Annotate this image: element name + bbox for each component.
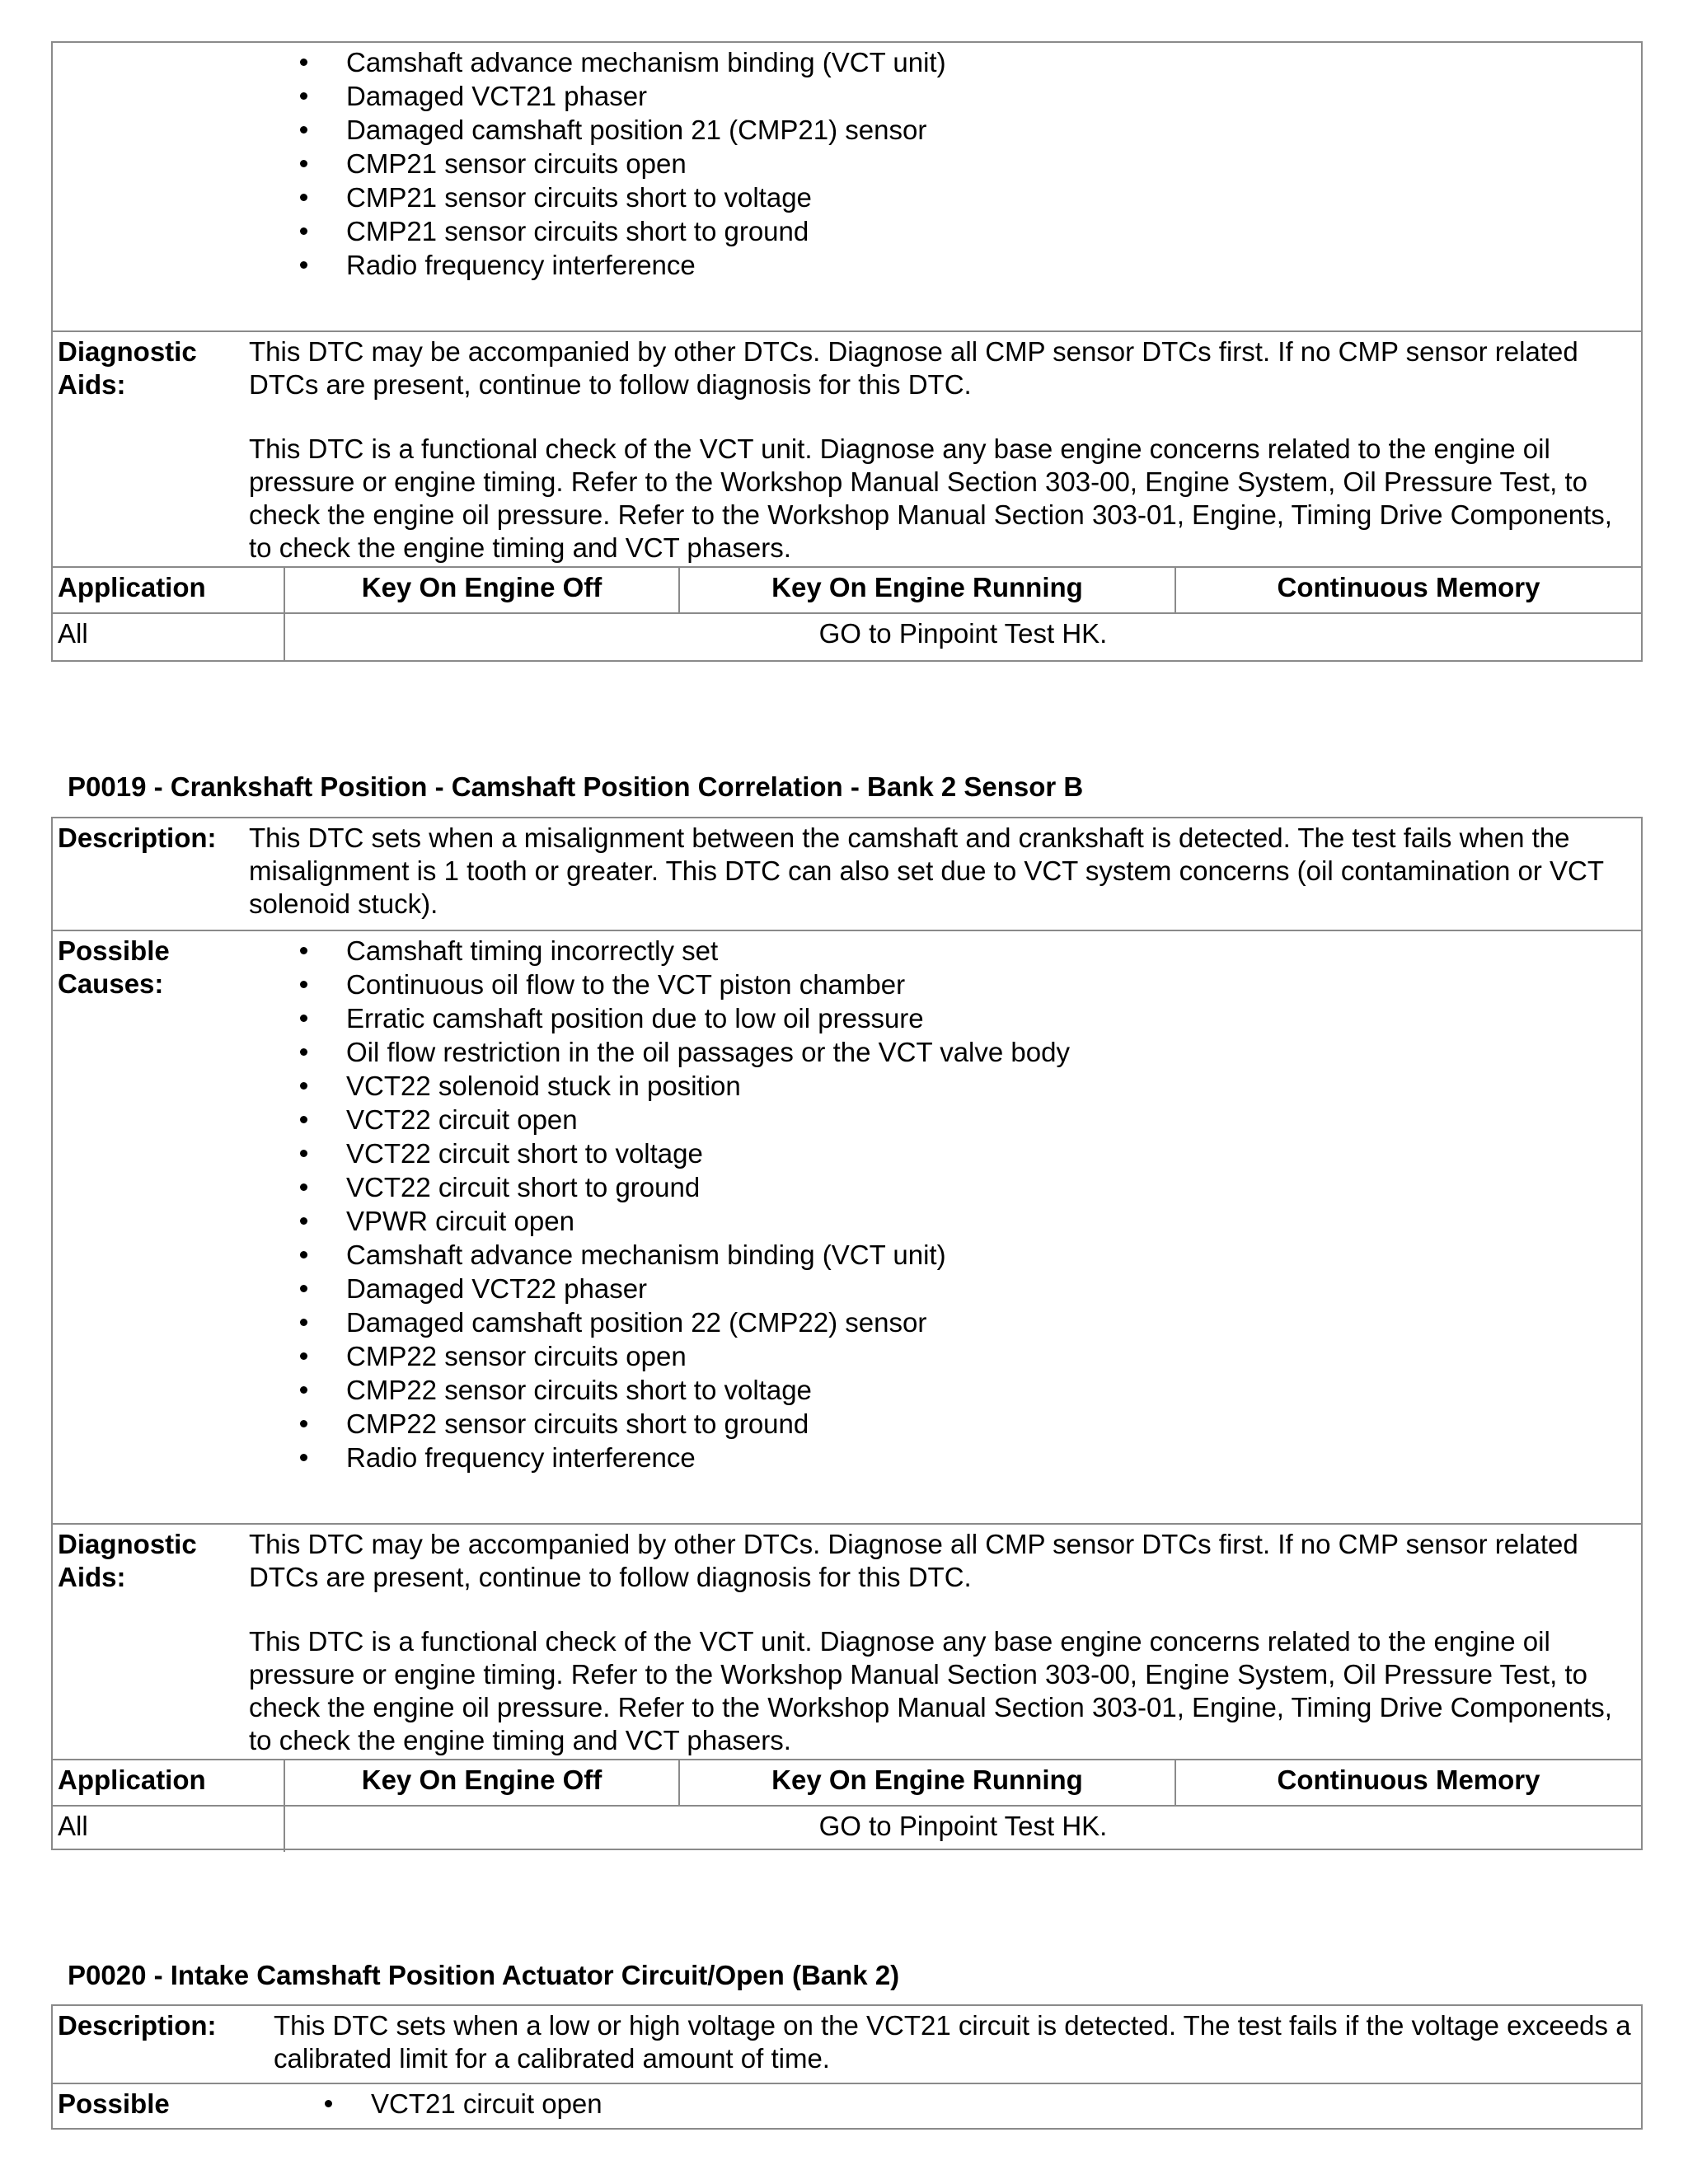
dtc-heading-p0020: P0020 - Intake Camshaft Position Actuator Circuit/Open (Bank 2) xyxy=(68,1960,900,1990)
list-item: VCT22 solenoid stuck in position xyxy=(297,1070,1070,1104)
diagnostic-aids-paragraph: This DTC is a functional check of the VCT unit. Diagnose any base engine concerns related to the engine oil pressure or engine timing. Refer to the Workshop Manual Section 303-00, Engine System, Oil Pressure Test, to check the engine oil pressure. Refer to the Workshop Manual Section 303-01, Engine, Timing Drive Components, to check the engine timing and VCT phasers. xyxy=(249,1626,1612,1755)
possible-causes-list xyxy=(321,2088,603,2121)
dtc-heading-p0019: P0019 - Crankshaft Position - Camshaft Position Correlation - Bank 2 Sensor B xyxy=(68,771,1084,802)
dtc-table-p0019 xyxy=(51,817,1643,1850)
dtc-table-continued xyxy=(51,41,1643,662)
description-row xyxy=(53,2006,1641,2083)
diagnostic-aids-text xyxy=(249,1528,1633,1757)
possible-causes-label: Possible xyxy=(58,2088,170,2119)
application-value: All xyxy=(58,618,88,649)
diagnostic-aids-paragraph: This DTC may be accompanied by other DTCs. Diagnose all CMP sensor DTCs first. If no CMP sensor related DTCs are present, continue to follow diagnosis for this DTC. xyxy=(249,336,1578,400)
application-header-row xyxy=(53,566,1641,612)
list-item: Radio frequency interference xyxy=(297,249,946,283)
list-item: VCT22 circuit open xyxy=(297,1104,1070,1137)
list-item: CMP22 sensor circuits short to voltage xyxy=(297,1374,1070,1408)
diagnostic-aids-row xyxy=(53,330,1641,566)
list-item: Damaged VCT22 phaser xyxy=(297,1272,1070,1306)
list-item: VCT22 circuit short to voltage xyxy=(297,1137,1070,1171)
pinpoint-test-instruction: GO to Pinpoint Test HK. xyxy=(284,614,1641,660)
diagnostic-aids-label: Diagnostic Aids: xyxy=(58,1529,197,1592)
possible-causes-list xyxy=(297,935,1070,1475)
application-header-row xyxy=(53,1759,1641,1805)
list-item: Damaged camshaft position 22 (CMP22) sensor xyxy=(297,1306,1070,1340)
possible-causes-list xyxy=(297,46,946,283)
description-text: This DTC sets when a low or high voltage on the VCT21 circuit is detected. The test fails if the voltage exceeds a calibrated limit for a calibrated amount of time. xyxy=(274,2010,1631,2074)
possible-causes-row xyxy=(53,43,1641,330)
dtc-table-p0020 xyxy=(51,2004,1643,2130)
list-item: Camshaft advance mechanism binding (VCT unit) xyxy=(297,46,946,80)
description-label: Description: xyxy=(58,2010,217,2041)
list-item: Camshaft timing incorrectly set xyxy=(297,935,1070,968)
possible-causes-label: Possible Causes: xyxy=(58,935,170,999)
column-header-application: Application xyxy=(58,572,206,602)
diagnostic-aids-paragraph: This DTC may be accompanied by other DTCs. Diagnose all CMP sensor DTCs first. If no CMP sensor related DTCs are present, continue to follow diagnosis for this DTC. xyxy=(249,1529,1578,1592)
description-label: Description: xyxy=(58,823,217,853)
list-item: CMP22 sensor circuits open xyxy=(297,1340,1070,1374)
diagnostic-aids-paragraph: This DTC is a functional check of the VCT unit. Diagnose any base engine concerns related to the engine oil pressure or engine timing. Refer to the Workshop Manual Section 303-00, Engine System, Oil Pressure Test, to check the engine oil pressure. Refer to the Workshop Manual Section 303-01, Engine, Timing Drive Components, to check the engine timing and VCT phasers. xyxy=(249,434,1612,563)
list-item: Erratic camshaft position due to low oil pressure xyxy=(297,1002,1070,1036)
column-header-continuous-memory: Continuous Memory xyxy=(1175,1760,1641,1805)
list-item: VCT21 circuit open xyxy=(321,2088,603,2121)
list-item: Damaged VCT21 phaser xyxy=(297,80,946,114)
possible-causes-row xyxy=(53,930,1641,1523)
application-row xyxy=(53,1805,1641,1852)
description-text: This DTC sets when a misalignment between the camshaft and crankshaft is detected. The test fails when the misalignment is 1 tooth or greater. This DTC can also set due to VCT system concerns (oil contamination or VCT solenoid stuck). xyxy=(249,823,1604,919)
column-header-koeo: Key On Engine Off xyxy=(284,1760,678,1805)
list-item: CMP21 sensor circuits short to ground xyxy=(297,215,946,249)
column-header-koeo: Key On Engine Off xyxy=(284,568,678,612)
column-header-application: Application xyxy=(58,1765,206,1795)
list-item: VCT22 circuit short to ground xyxy=(297,1171,1070,1205)
column-header-continuous-memory: Continuous Memory xyxy=(1175,568,1641,612)
application-value: All xyxy=(58,1811,88,1841)
column-header-koer: Key On Engine Running xyxy=(678,1760,1175,1805)
list-item: Radio frequency interference xyxy=(297,1441,1070,1475)
column-header-koer: Key On Engine Running xyxy=(678,568,1175,612)
list-item: CMP22 sensor circuits short to ground xyxy=(297,1408,1070,1441)
list-item: Camshaft advance mechanism binding (VCT unit) xyxy=(297,1239,1070,1272)
list-item: Continuous oil flow to the VCT piston chamber xyxy=(297,968,1070,1002)
list-item: CMP21 sensor circuits open xyxy=(297,148,946,181)
list-item: VPWR circuit open xyxy=(297,1205,1070,1239)
list-item: Oil flow restriction in the oil passages or the VCT valve body xyxy=(297,1036,1070,1070)
application-row xyxy=(53,612,1641,660)
pinpoint-test-instruction: GO to Pinpoint Test HK. xyxy=(284,1807,1641,1852)
diagnostic-aids-label: Diagnostic Aids: xyxy=(58,336,197,400)
diagnostic-aids-row xyxy=(53,1523,1641,1759)
list-item: Damaged camshaft position 21 (CMP21) sensor xyxy=(297,114,946,148)
diagnostic-aids-text xyxy=(249,335,1633,565)
list-item: CMP21 sensor circuits short to voltage xyxy=(297,181,946,215)
description-row xyxy=(53,818,1641,930)
possible-causes-row xyxy=(53,2083,1641,2128)
